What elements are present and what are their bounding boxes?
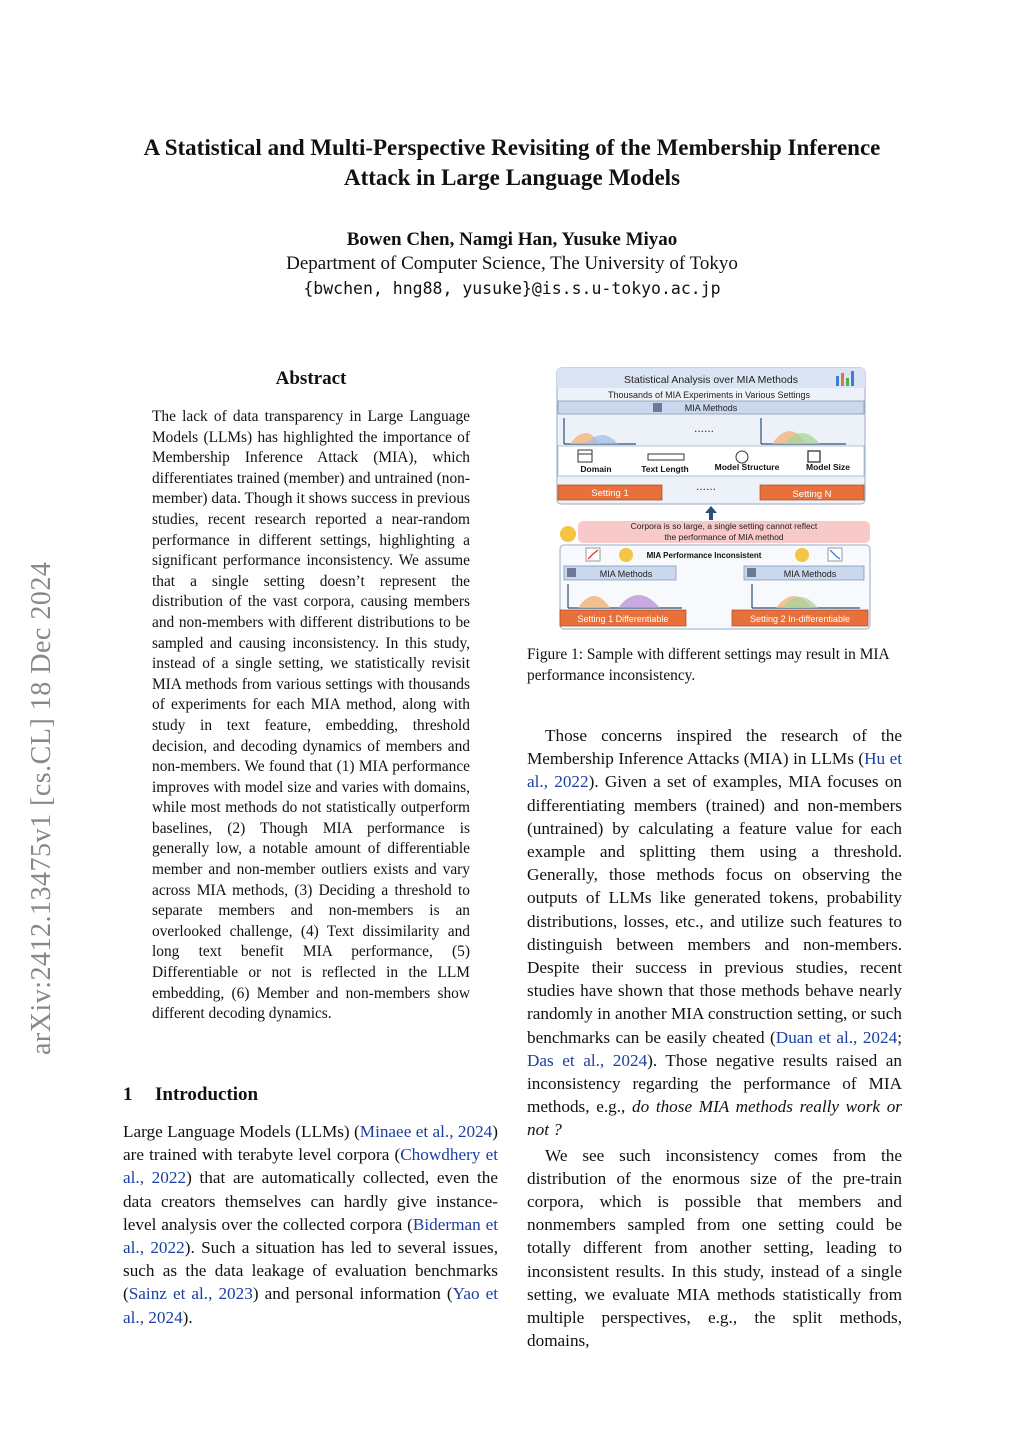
gear-icon [653, 403, 662, 412]
citation-link[interactable]: Chowdhery et al., 2022 [123, 1145, 498, 1188]
intro-paragraph: Large Language Models (LLMs) (Minaee et al., 2024) are trained with terabyte level corpora (Chowdhery et al., 2022) that are automatically collected, even the data creators themselves can hardly give instance-level analysis over the collected corpora (Biderman et al., 2022). Such a situation has led to several issues, such as the data leakage of evaluation benchmarks (Sainz et al., 2023) and personal information (Yao et al., 2024). [123, 1122, 498, 1327]
paper-title [100, 133, 924, 193]
feature-model-size: Model Size [806, 462, 850, 472]
paragraph: Those concerns inspired the research of the Membership Inference Attacks (MIA) in LLMs (Hu et al., 2022). Given a set of examples, MIA focuses on differentiating members (trained) and non-members (untrained) by calculating a feature value for each example and splitting them using a threshold. Generally, those methods focus on observing the outputs of LLMs like generated tokens, probability distributions, losses, etc., and utilize such features to distinguish between members and non-members. Despite their success in previous studies, recent studies have shown that those methods behave nearly randomly in another MIA construction setting, or such benchmarks can be easily cheated (Duan et al., 2024; Das et al., 2024). Those negative results raised an inconsistency regarding the performance of MIA methods, e.g., do those MIA methods really work or not ? [527, 726, 903, 1140]
feature-domain: Domain [580, 464, 612, 474]
diff-left-label: Setting 1 Differentiable [577, 614, 669, 624]
setting-n-label: Setting N [792, 489, 832, 500]
dots-bottom: ...... [696, 479, 717, 493]
figure-top-title: Statistical Analysis over MIA Methods [624, 374, 798, 386]
chart-up-icon [586, 548, 600, 561]
diff-right-label: Setting 2 In-differentiable [750, 614, 850, 624]
section-heading-introduction [123, 1084, 258, 1106]
alert-line-2: the performance of MIA method [664, 532, 784, 542]
arrow-up-icon [705, 506, 717, 520]
figure-caption: Figure 1: Sample with different settings may result in MIA performance inconsistency. [527, 646, 889, 684]
methods-right-label: MIA Methods [783, 569, 837, 579]
citation-link[interactable]: Minaee et al., 2024 [359, 1122, 493, 1141]
title-line-2: Attack in Large Language Models [343, 165, 681, 190]
citation-link[interactable]: Sainz et al., 2023 [128, 1284, 253, 1304]
dots-top: ...... [694, 421, 715, 435]
citation-link[interactable]: Duan et al., 2024 [775, 1027, 898, 1047]
thumbs-down-icon [795, 548, 809, 562]
thinking-face-icon [560, 526, 576, 542]
right-column [527, 724, 902, 1352]
abstract-text: The lack of data transparency in Large Language Models (LLMs) has highlighted the importance of Membership Inference Attack (MIA), which differentiates trained (member) and untrained (non-member) data. Though it shows success in previous studies, recent research reported a near-random performance in different settings, highlighting a significant performance inconsistency. We assume that a single setting doesn’t represent the distribution of the vast corpora, causing members and non-members with different distributions to be sampled and causing inconsistency. In this study, instead of a single setting, we statistically revisit MIA methods from various settings with thousands of experiments for each MIA method, along with study in text feature, embedding, threshold decision, and decoding dynamics of members and non-members. We found that (1) MIA performance improves with model size and varies with domains, while most methods do not statistically outperform baselines, (2) Though MIA performance is generally low, a notable amount of differentiable member and non-member outliers exists and vary across MIA methods, (3) Deciding a threshold to separate members and non-members is an overlooked challenge, (4) Text dissimilarity and long text benefit MIA performance, (5) Differentiable or not is reflected in the LLM embedding, (6) Member and non-members show different decoding dynamics. [152, 408, 470, 1023]
setting-1-label: Setting 1 [591, 488, 629, 499]
figure-subtitle: Thousands of MIA Experiments in Various Settings [608, 390, 810, 400]
methods-left-label: MIA Methods [599, 569, 653, 579]
gear-icon [567, 568, 576, 577]
paragraph: We see such inconsistency comes from the distribution of the enormous size of the pre-train corpora, which is possible that members and nonmembers sampled from one setting could be totally different from another setting, leading to inconsistent results. In this study, instead of a single setting, we evaluate MIA methods statistically from multiple perspectives, e.g., the split methods, domains, [527, 1145, 902, 1351]
feature-text-length: Text Length [641, 464, 689, 474]
gear-icon [747, 568, 756, 577]
emphasis-question: do those MIA methods really work or not ? [527, 1097, 902, 1140]
section-number: 1 [123, 1084, 133, 1105]
chart-down-icon [828, 548, 842, 561]
affiliation: Department of Computer Science, The University of Tokyo [286, 253, 738, 274]
thumbs-up-icon [619, 548, 633, 562]
authors: Bowen Chen, Namgi Han, Yusuke Miyao [346, 229, 678, 250]
title-line-1: A Statistical and Multi-Perspective Revisiting of the Membership Inference [143, 135, 881, 160]
citation-link[interactable]: Biderman et al., 2022 [123, 1214, 498, 1258]
email: {bwchen, hng88, yusuke}@is.s.u-tokyo.ac.jp [303, 279, 721, 298]
arxiv-sidebar: arXiv:2412.13475v1 [cs.CL] 18 Dec 2024 [26, 561, 57, 1055]
inconsistent-label: MIA Performance Inconsistent [646, 551, 762, 560]
citation-link[interactable]: Das et al., 2024 [527, 1050, 648, 1070]
abstract-heading: Abstract [275, 368, 347, 389]
feature-model-structure: Model Structure [714, 462, 780, 472]
figure-1 [556, 366, 872, 630]
methods-label: MIA Methods [684, 403, 738, 413]
citation-link[interactable]: Yao et al., 2024 [123, 1284, 498, 1327]
section-title: Introduction [155, 1084, 259, 1105]
alert-line-1: Corpora is so large, a single setting cannot reflect [630, 521, 818, 531]
citation-link[interactable]: Hu et al., 2022 [527, 749, 902, 792]
